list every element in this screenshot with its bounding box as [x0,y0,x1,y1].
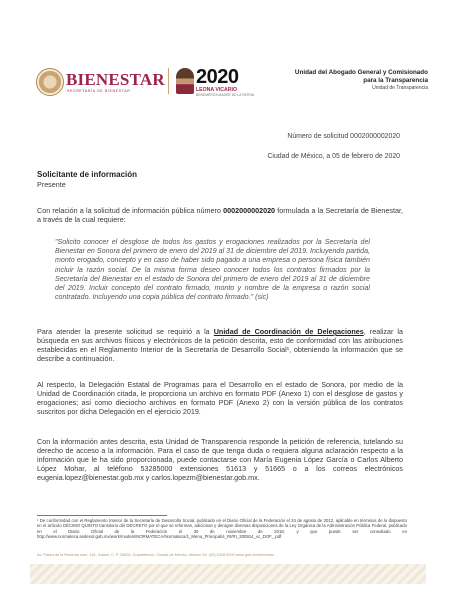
paragraph-intro-b: formulada a la Secretaría de Bienestar, a través de la cual requiere: [37,206,403,224]
issuing-unit-line2: para la Transparencia [363,77,428,84]
paragraph-attention-a: Para atender la presente solicitud se requirió a la [37,327,214,336]
decorative-pattern-band [30,564,426,584]
issuing-unit [295,69,428,85]
mexico-seal-icon [36,68,64,96]
brand-subtitle: SECRETARÍA DE BIENESTAR [67,89,131,93]
letterhead [36,68,428,98]
coordination-unit: Unidad de Coordinación de Delegaciones [213,327,364,336]
request-quote: "Solicito conocer el desglose de todos los gastos y erogaciones realizados por la Secretaría del Bienestar en Sonora del primero de enero del 2019 al 31 de diciembre del 2019. Incluyendo partida, monto erogado, concepto y en caso de haber sido pagado a una empresa o persona física también incluir la razón social. De la misma forma deseo conocer todos los contratos firmados por la Secretaría del Bienestar en el estado de Sonora del primero de enero del 2019 al 31 de diciembre del 2019. Incluir concepto del contrato firmado, monto y nombre de la empresa o razón social contratado. Incluyendo una copia pública del contrato firmado." (sic) [55,238,370,302]
year-subtitle: BENEMÉRITA MADRE DE LA PATRIA [196,93,255,97]
footnote-divider [37,515,167,516]
paragraph-intro [37,206,403,224]
request-number: Número de solicitud 0002000002020 [287,133,400,140]
issuing-unit-line1: Unidad del Abogado General y Comisionado [294,69,428,76]
year-name: LEONA VICARIO [196,87,238,93]
year-logo: 2020 [196,66,239,88]
footnote: ¹ De conformidad con el Reglamento Interior de la Secretaría de Desarrollo Social, publicado en el Diario Oficial de la Federación el 24 de agosto de 2012, aplicable en términos de lo dispuesto en el artículo DÉCIMO QUINTO transitorio del DECRETO por el que se reforman, adicionan y derogan diversas disposiciones de la Ley Orgánica de la Administración Pública Federal, publicado en el Diario Oficial de la Federación el 30 de noviembre de 2018, y que puede ser consultado en http://www.normateca.sedesol.gob.mx/work/models/NORMATECA/Normateca/1_Menu_Principal/4_RI/RI_200914_vc_DOF_.pdf [37,518,407,540]
header-divider [168,68,169,94]
issuing-unit-sub: Unidad de Transparencia [372,85,428,91]
addressee: Solicitante de información [37,170,138,179]
request-number-inline: 0002000002020 [223,206,276,215]
greeting: Presente [37,180,66,189]
leona-vicario-portrait-icon [176,68,194,94]
paragraph-contact: Con la información antes descrita, esta Unidad de Transparencia responde la petición de referencia, tutelando su derecho de acceso a la información. Para el caso de que tenga duda o requiera alguna aclaración respecto a la información que le ha sido proporcionada, puede contactarse con María Eugenia López García o Carlos Alberto López Mohar, al teléfono 53285000 extensiones 51613 y 51665 o a los correos electrónicos eugenia.lopez@bienestar.gob.mx y carlos.lopezm@bienestar.gob.mx. [37,437,403,482]
paragraph-attention [37,327,403,363]
paragraph-attention-b: , realizar la búsqueda en sus archivos físicos y electrónicos de la petición descrita, esto de conformidad con las atribuciones establecidas en el Reglamento Interior de la Secretaría de Desarrollo Social¹, obteniendo la información que se describe a continuación. [37,327,404,363]
paragraph-intro-a: Con relación a la solicitud de información pública número [37,206,224,215]
footer-address: Av. Paseo de la Reforma núm. 116, Juárez, C. P. 06600, Cuauhtémoc, Ciudad de México, México Tel. (55) 5328 5000 www.gob.mx/bienestar [37,553,274,557]
brand-name: BIENESTAR [66,70,165,89]
document-date: Ciudad de México, a 05 de febrero de 2020 [267,153,400,160]
paragraph-response: Al respecto, la Delegación Estatal de Programas para el Desarrollo en el estado de Sonora, por medio de la Unidad de Coordinación citada, le proporciona un archivo en formato PDF (Anexo 1) con el desglose de gastos y erogaciones; así como dieciocho archivos en formato PDF (Anexo 2) con la versión pública de los contratos suscritos por dicha Delegación en el ejercicio 2019. [37,380,403,416]
